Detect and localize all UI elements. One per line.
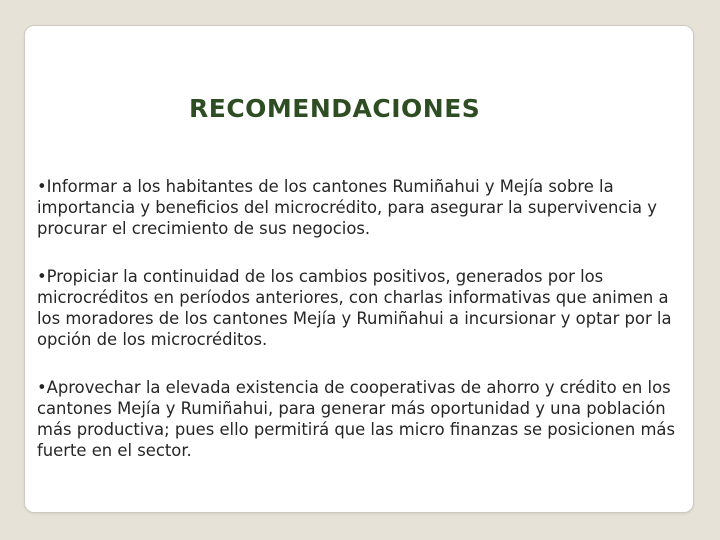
slide-title: RECOMENDACIONES xyxy=(189,94,481,123)
recommendation-item: •Propiciar la continuidad de los cambios positivos, generados por los microcréditos en períodos anteriores, con charlas informativas que animen a los moradores de los cantones Mejía y Rumiñahui a incursionar y optar por la opción de los microcréditos. xyxy=(37,267,672,349)
recommendation-item: •Informar a los habitantes de los cantones Rumiñahui y Mejía sobre la importancia y beneficios del microcrédito, para asegurar la supervivencia y procurar el crecimiento de sus negocios. xyxy=(37,177,657,238)
recommendations-list xyxy=(37,176,689,488)
slide-card xyxy=(24,25,694,513)
recommendation-item: •Aprovechar la elevada existencia de cooperativas de ahorro y crédito en los cantones Mejía y Rumiñahui, para generar más oportunidad y una población más productiva; pues ello permitirá que las micro finanzas se posicionen más fuerte en el sector. xyxy=(37,378,676,460)
